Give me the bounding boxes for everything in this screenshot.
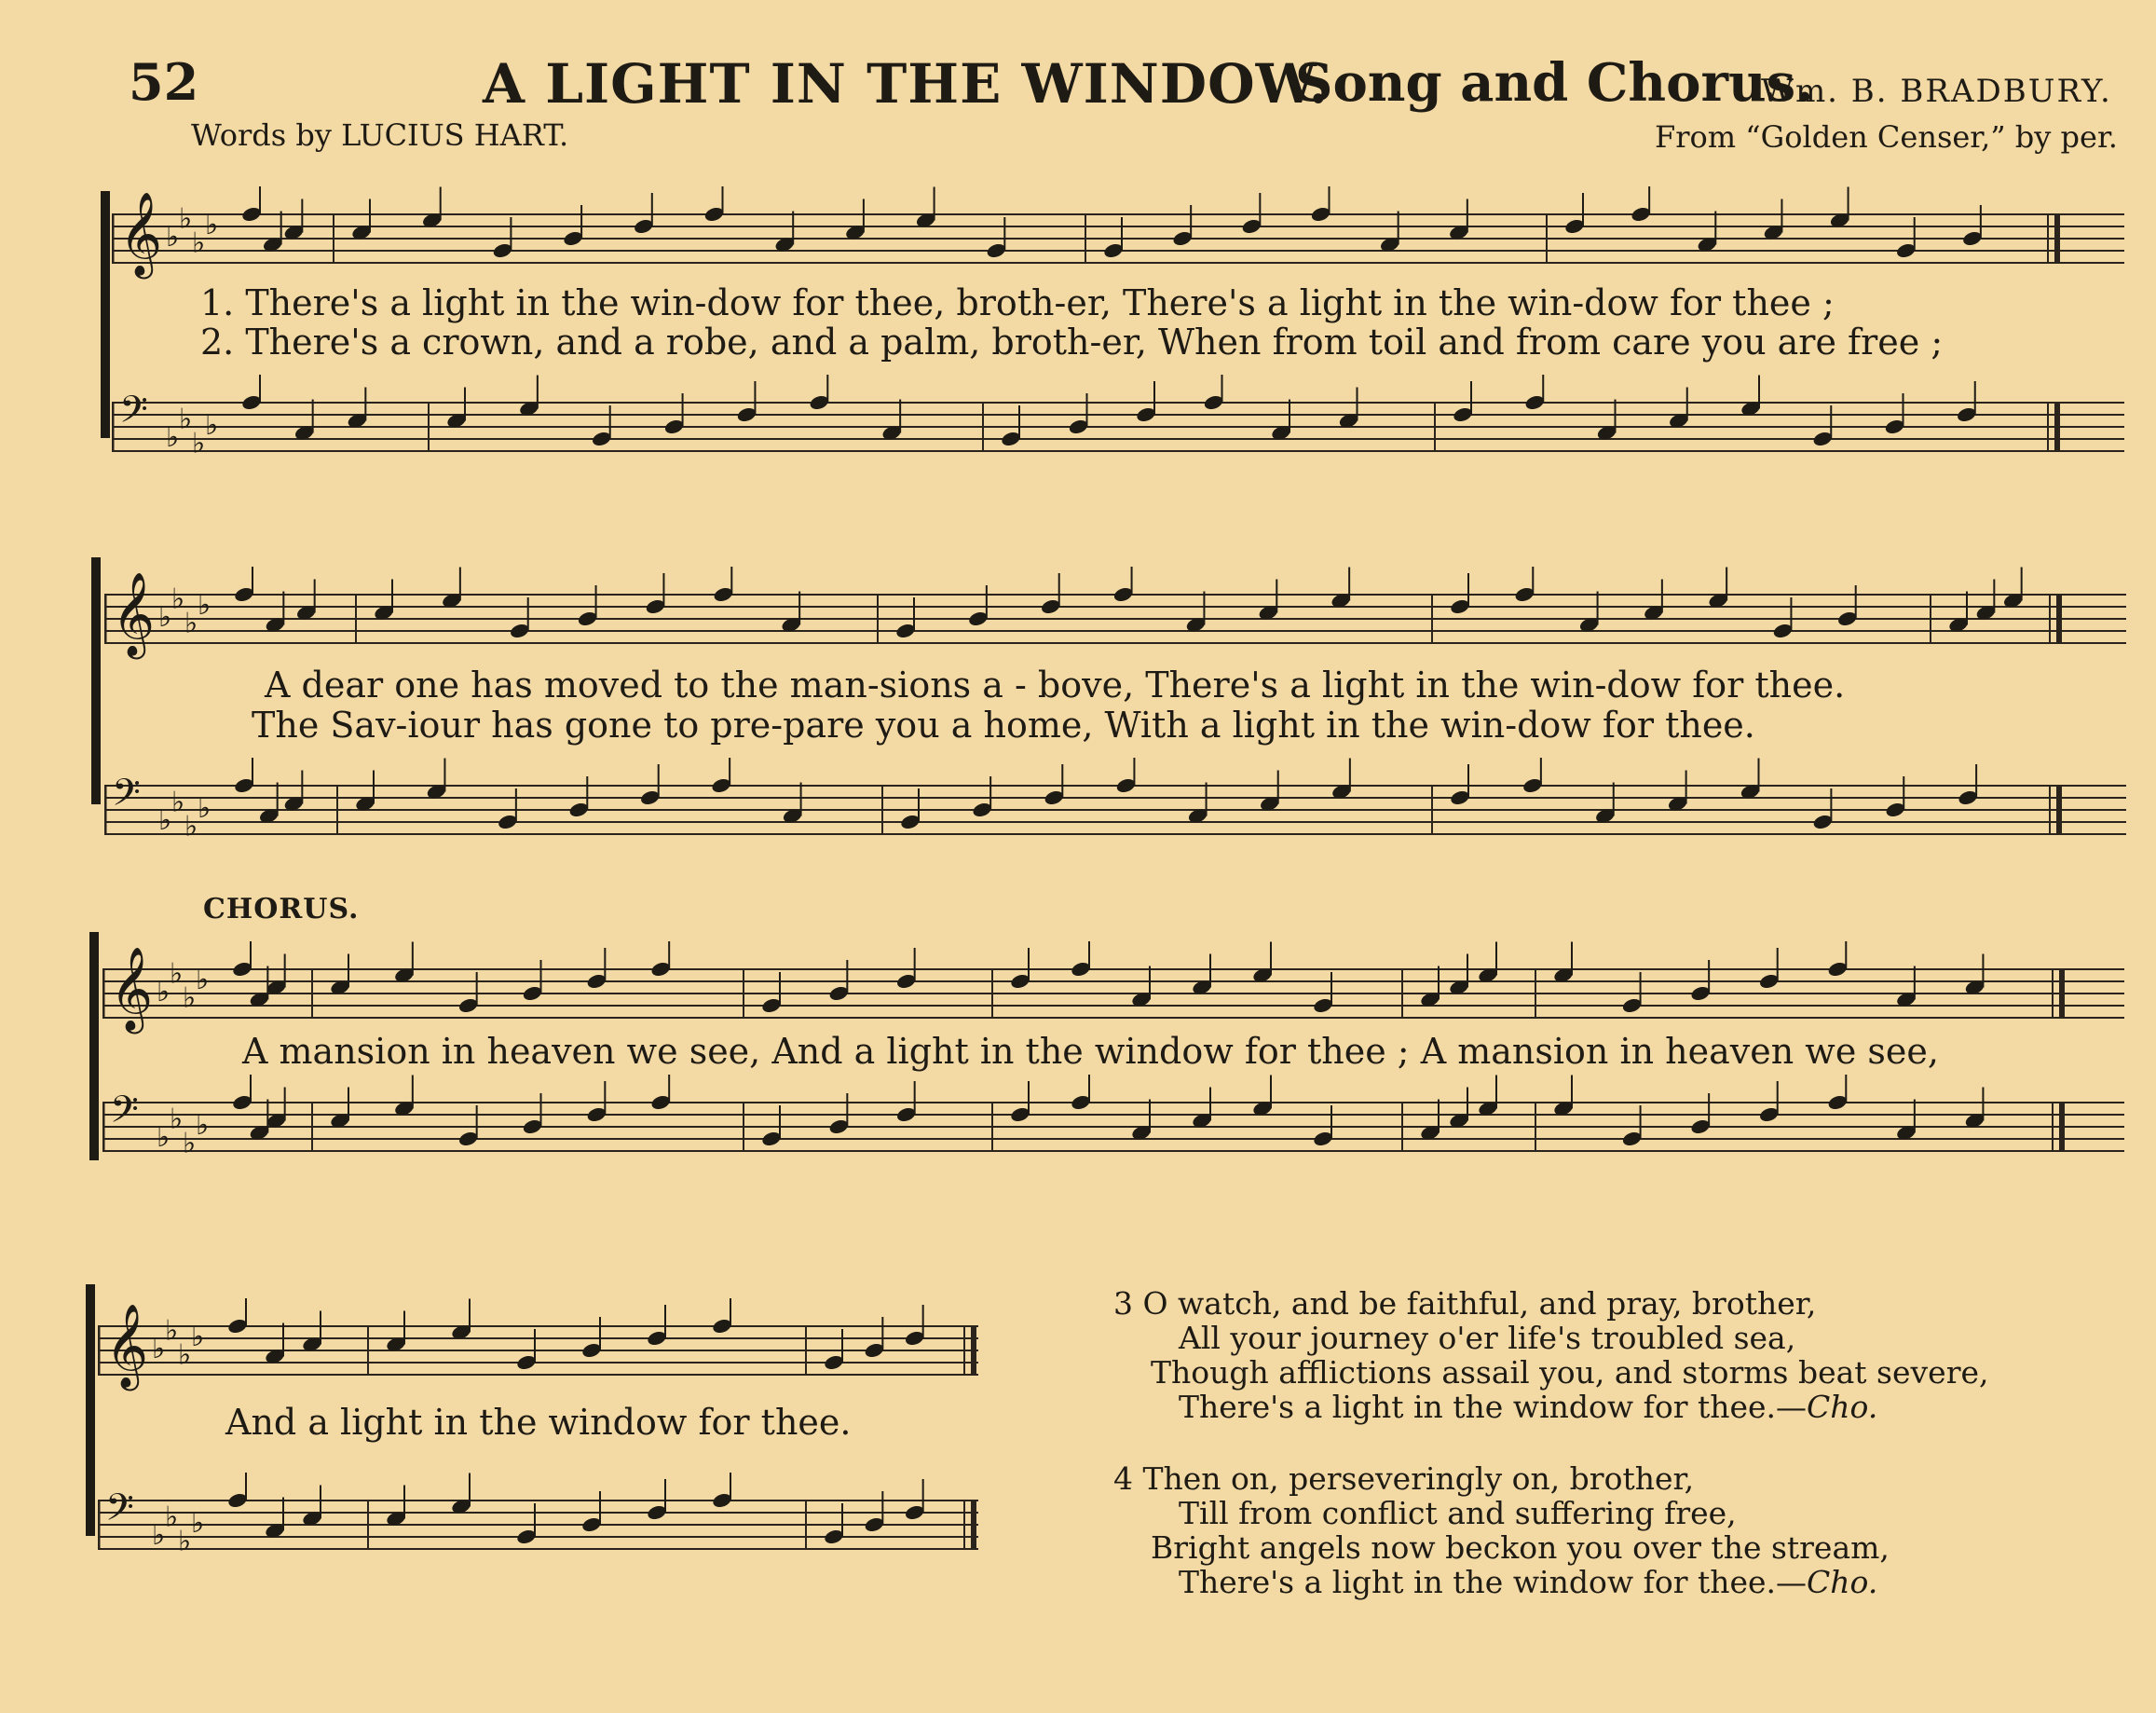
treble-staff-lines — [112, 186, 2124, 289]
treble-staff — [98, 1298, 978, 1401]
chorus-cue: Cho. — [1807, 1389, 1878, 1425]
bass-staff — [112, 375, 2124, 477]
treble-staff-lines — [98, 1298, 978, 1401]
verse-line: Till from conflict and suffering free, — [1179, 1495, 1737, 1531]
flat-sign-icon: ♭ — [152, 1519, 166, 1552]
verse-line: Though afflictions assail you, and storms beat severe, — [1151, 1354, 1989, 1391]
bass-staff-lines — [112, 375, 2124, 477]
flat-sign-icon: ♭ — [170, 957, 184, 991]
lyric-verse-1: 1. There's a light in the win-dow for thee, broth-er, There's a light in the win-dow for thee ; — [200, 282, 1835, 323]
treble-staff-lines — [102, 941, 2124, 1044]
flat-sign-icon: ♭ — [179, 403, 193, 436]
verse-line: Bright angels now beckon you over the stream, — [1151, 1529, 1890, 1566]
bass-staff-lines — [98, 1473, 978, 1575]
flat-sign-icon: ♭ — [178, 1338, 192, 1372]
music-system-3-chorus — [0, 893, 2156, 1210]
verse-3 — [1113, 1286, 1989, 1424]
system-brace — [89, 932, 99, 1160]
flat-sign-icon: ♭ — [198, 792, 212, 825]
flat-sign-icon: ♭ — [192, 226, 206, 260]
flat-sign-icon: ♭ — [198, 589, 212, 622]
music-system-1 — [0, 158, 2156, 475]
page-number: 52 — [129, 52, 199, 112]
bass-clef-icon: 𝄢 — [105, 1486, 134, 1539]
flat-sign-icon: ♭ — [170, 1103, 184, 1136]
treble-clef-icon: 𝄞 — [112, 571, 156, 656]
bass-clef-icon: 𝄢 — [119, 388, 148, 441]
chorus-cue: Cho. — [1807, 1564, 1878, 1600]
verse-text: There's a light in the window for thee.— — [1179, 1564, 1808, 1600]
flat-sign-icon: ♭ — [179, 202, 193, 236]
flat-sign-icon: ♭ — [178, 1525, 192, 1558]
treble-clef-icon: 𝄞 — [110, 946, 154, 1031]
music-system-2 — [0, 529, 2156, 846]
verse-line: 3 O watch, and be faithful, and pray, brother, — [1113, 1285, 1817, 1322]
flat-sign-icon: ♭ — [171, 786, 185, 819]
treble-clef-icon: 𝄞 — [119, 191, 163, 276]
flat-sign-icon: ♭ — [158, 804, 172, 837]
lyric-verse-2: 2. There's a crown, and a robe, and a palm, broth-er, When from toil and from care you are free ; — [200, 322, 1944, 363]
flat-sign-icon: ♭ — [166, 221, 180, 254]
verse-text: There's a light in the window for thee.— — [1179, 1389, 1808, 1425]
bass-clef-icon: 𝄢 — [110, 1088, 139, 1141]
flat-sign-icon: ♭ — [191, 1507, 205, 1540]
treble-clef-icon: 𝄞 — [105, 1303, 149, 1388]
treble-staff — [112, 186, 2124, 289]
flat-sign-icon: ♭ — [191, 1321, 205, 1353]
flat-sign-icon: ♭ — [184, 810, 198, 843]
flat-sign-icon: ♭ — [196, 964, 210, 996]
verse-line: 4 Then on, perseveringly on, brother, — [1113, 1460, 1695, 1497]
system-brace — [101, 191, 110, 438]
treble-staff — [104, 567, 2126, 669]
system-brace — [91, 557, 101, 804]
bass-staff — [104, 758, 2126, 860]
lyric-verse-1: A dear one has moved to the man-sions a - bove, There's a light in the win-dow for thee. — [265, 665, 1846, 706]
treble-staff — [102, 941, 2124, 1044]
verse-line: All your journey o'er life's troubled sea, — [1179, 1320, 1796, 1356]
bass-staff-lines — [104, 758, 2126, 860]
source-credit: From “Golden Censer,” by per. — [1655, 119, 2118, 155]
flat-sign-icon: ♭ — [183, 1127, 197, 1160]
flat-sign-icon: ♭ — [171, 582, 185, 616]
flat-sign-icon: ♭ — [157, 1121, 171, 1154]
verse-line — [1113, 1390, 1989, 1424]
lyricist-credit: Words by LUCIUS HART. — [191, 117, 569, 153]
flat-sign-icon: ♭ — [165, 1314, 179, 1348]
flat-sign-icon: ♭ — [157, 976, 171, 1008]
flat-sign-icon: ♭ — [152, 1333, 166, 1365]
flat-sign-icon: ♭ — [165, 1501, 179, 1534]
lyric-chorus-end: And a light in the window for thee. — [225, 1402, 852, 1443]
flat-sign-icon: ♭ — [205, 209, 219, 241]
treble-staff-lines — [104, 567, 2126, 669]
lyric-chorus: A mansion in heaven we see, And a light in the window for thee ; A mansion in heaven we see, — [242, 1031, 1939, 1072]
lyric-verse-2: The Sav-iour has gone to pre-pare you a home, With a light in the win-dow for thee. — [252, 705, 1755, 746]
song-form: Song and Chorus. — [1295, 52, 1814, 114]
flat-sign-icon: ♭ — [158, 601, 172, 634]
composer-credit: Wm. B. BRADBURY. — [1761, 73, 2112, 110]
flat-sign-icon: ♭ — [166, 421, 180, 454]
verse-line — [1113, 1565, 1890, 1599]
bass-staff — [102, 1075, 2124, 1177]
flat-sign-icon: ♭ — [196, 1109, 210, 1142]
flat-sign-icon: ♭ — [183, 981, 197, 1015]
chorus-label: CHORUS. — [203, 893, 360, 925]
flat-sign-icon: ♭ — [192, 427, 206, 460]
system-brace — [86, 1284, 95, 1536]
flat-sign-icon: ♭ — [205, 409, 219, 442]
bass-clef-icon: 𝄢 — [112, 771, 141, 824]
bass-staff-lines — [102, 1075, 2124, 1177]
verse-4 — [1113, 1461, 1890, 1599]
flat-sign-icon: ♭ — [184, 607, 198, 640]
bass-staff — [98, 1473, 978, 1575]
song-title: A LIGHT IN THE WINDOW. — [483, 52, 1329, 116]
